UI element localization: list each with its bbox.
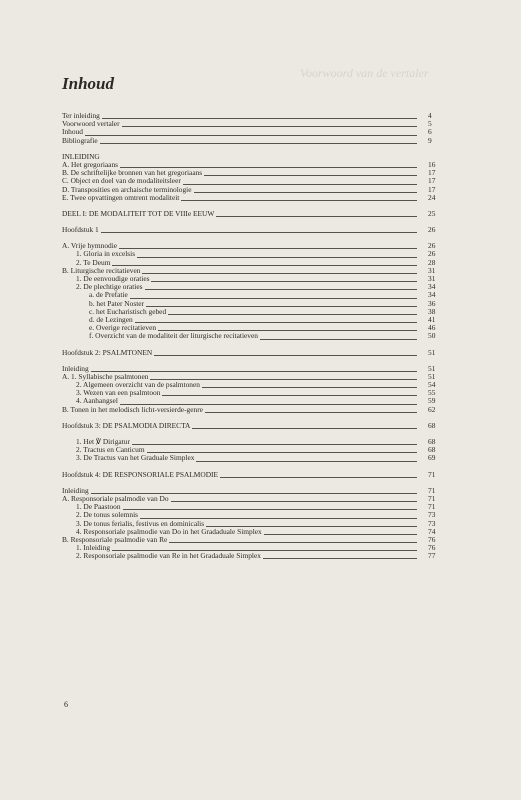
toc-entry — [62, 422, 442, 430]
toc-entry-title: 1. Inleiding — [76, 543, 111, 553]
toc-entry-page: 17 — [428, 176, 436, 186]
toc-entry-page: 76 — [428, 543, 436, 553]
toc-leader-rule — [62, 232, 417, 233]
toc-gap — [62, 357, 442, 365]
toc-entry-title: B. Responsoriale psalmodie van Re — [62, 534, 168, 544]
toc-entry-page: 31 — [428, 274, 436, 283]
toc-entry-page: 68 — [428, 437, 436, 446]
toc-entry-title: A. Het gregoriaans — [62, 159, 119, 169]
toc-entry-title: c. het Eucharistisch gebed — [89, 306, 167, 316]
toc-entry-page: 28 — [428, 257, 436, 267]
toc-entry-page: 51 — [428, 371, 436, 381]
toc-entry-page: 68 — [428, 420, 436, 430]
toc-entry-title: C. Object en doel van de modaliteitsleer — [62, 176, 181, 186]
toc-entry-title: Inhoud — [62, 127, 83, 137]
toc-entry-page: 6 — [428, 127, 432, 137]
toc-entry — [62, 454, 442, 462]
toc-entry-page: 77 — [428, 551, 436, 561]
toc-entry — [62, 332, 442, 340]
toc-entry-page: 34 — [428, 282, 436, 292]
table-of-contents — [62, 112, 442, 560]
toc-entry-title: 4. Aanhangsel — [76, 396, 118, 406]
bleed-through-heading: Voorwoord van de vertaler — [300, 66, 429, 80]
toc-entry-page: 46 — [428, 323, 436, 333]
toc-entry — [62, 349, 442, 357]
toc-entry-title: 1. De Paastoon — [76, 502, 121, 512]
toc-entry-title: 2. De plechtige oraties — [76, 282, 143, 292]
toc-entry — [62, 536, 442, 544]
toc-entry-page: 54 — [428, 380, 436, 390]
toc-entry-title: A. Vrije hymnodie — [62, 241, 118, 251]
page-title: Inhoud — [62, 74, 114, 93]
toc-entry-page: 5 — [428, 119, 432, 129]
toc-entry-page: 24 — [428, 192, 436, 202]
toc-entry — [62, 389, 442, 397]
toc-entry — [62, 153, 442, 161]
toc-entry-page: 68 — [428, 445, 436, 455]
toc-entry — [62, 406, 442, 414]
toc-entry — [62, 194, 442, 202]
toc-entry — [62, 471, 442, 479]
toc-gap — [62, 145, 442, 153]
toc-entry-title: 1. Gloria in excelsis — [76, 249, 136, 259]
toc-entry-title: 1. De eenvoudige oraties — [76, 274, 150, 283]
toc-gap — [62, 479, 442, 487]
toc-entry-title: 3. De tonus ferialis, festivus en dominicalis — [76, 518, 205, 528]
toc-entry — [62, 120, 442, 128]
toc-entry-title: B. Tonen in het melodisch licht-versierde-genre — [62, 404, 203, 414]
toc-entry-page: 71 — [428, 469, 436, 479]
toc-entry-title: Inleiding — [62, 485, 89, 495]
toc-entry-title: 2. Te Deum — [76, 257, 111, 267]
toc-entry-title: 2. De tonus solemnis — [76, 510, 138, 520]
toc-entry-page: 4 — [428, 111, 432, 120]
toc-entry-title: 3. Wezen van een psalmtoon — [76, 388, 161, 398]
page-number: 6 — [64, 700, 68, 709]
toc-entry-page: 71 — [428, 502, 436, 512]
toc-entry — [62, 210, 442, 218]
toc-entry-title: INLEIDING — [62, 151, 100, 161]
toc-entry-page: 41 — [428, 314, 436, 324]
toc-entry-page: 69 — [428, 453, 436, 463]
toc-entry-page: 51 — [428, 347, 436, 357]
toc-entry-page: 62 — [428, 404, 436, 414]
toc-entry — [62, 226, 442, 234]
toc-entry-page: 76 — [428, 534, 436, 544]
toc-entry-page: 50 — [428, 331, 436, 341]
toc-entry-title: Bibliografie — [62, 135, 98, 145]
toc-entry-title: d. de Lezingen — [89, 314, 133, 324]
toc-entry-page: 26 — [428, 241, 436, 251]
toc-entry-page: 51 — [428, 363, 436, 373]
toc-entry-page: 31 — [428, 265, 436, 275]
toc-entry-page: 34 — [428, 290, 436, 300]
toc-entry-title: Voorwoord vertaler — [62, 119, 120, 129]
toc-entry-page: 25 — [428, 208, 436, 218]
toc-entry-title: 2. Responsoriale psalmodie van Re in het Gradaduale Simplex — [76, 551, 261, 561]
toc-entry-page: 73 — [428, 518, 436, 528]
toc-entry-title: D. Transposities en archaische terminologie — [62, 184, 192, 194]
toc-entry-title: 2. Algemeen overzicht van de psalmtonen — [76, 380, 200, 390]
toc-entry-title: Hoofdstuk 1 — [62, 225, 99, 235]
toc-entry-page: 17 — [428, 168, 436, 178]
toc-entry-title: DEEL I: DE MODALITEIT TOT DE VIIIe EEUW — [62, 208, 215, 218]
toc-entry-title: B. Liturgische recitatieven — [62, 265, 141, 275]
toc-entry-title: 3. De Tractus van het Graduale Simplex — [76, 453, 195, 463]
toc-entry-page: 36 — [428, 298, 436, 308]
toc-entry — [62, 128, 442, 136]
toc-entry — [62, 552, 442, 560]
toc-entry-title: Inleiding — [62, 363, 89, 373]
toc-entry-title: E. Twee opvattingen omtrent modaliteit — [62, 192, 180, 202]
toc-entry-page: 26 — [428, 249, 436, 259]
toc-entry-title: b. het Pater Noster — [89, 298, 145, 308]
toc-entry-title: 4. Responsoriale psalmodie van Do in het Gradaduale Simplex — [76, 526, 262, 536]
toc-entry-title: A. Responsoriale psalmodie van Do — [62, 493, 169, 503]
toc-entry-page: 17 — [428, 184, 436, 194]
toc-entry-page: 74 — [428, 526, 436, 536]
toc-entry-title: B. De schriftelijke bronnen van het gregoriaans — [62, 168, 203, 178]
toc-gap — [62, 218, 442, 226]
toc-entry-page: 55 — [428, 388, 436, 398]
toc-entry — [62, 250, 442, 258]
toc-leader-rule — [62, 135, 417, 136]
toc-entry-page: 73 — [428, 510, 436, 520]
toc-entry-page: 9 — [428, 135, 432, 145]
toc-entry-title: Hoofdstuk 3: DE PSALMODIA DIRECTA — [62, 420, 191, 430]
toc-entry-title: Ter inleiding — [62, 111, 100, 120]
toc-entry-title: f. Overzicht van de modaliteit der liturgische recitatieven — [89, 331, 258, 341]
toc-entry-title: a. de Prefatie — [89, 290, 128, 300]
toc-entry-title: e. Overige recitatieven — [89, 323, 157, 333]
toc-entry-title: Hoofdstuk 2: PSALMTONEN — [62, 347, 153, 357]
toc-entry — [62, 137, 442, 145]
toc-entry-title: Hoofdstuk 4: DE RESPONSORIALE PSALMODIE — [62, 469, 219, 479]
toc-entry-page: 71 — [428, 485, 436, 495]
toc-entry-title: 1. Het ℣ Dirigatur — [76, 437, 130, 446]
toc-entry-page: 38 — [428, 306, 436, 316]
toc-entry-page: 16 — [428, 159, 436, 169]
toc-entry-page: 59 — [428, 396, 436, 406]
toc-entry-title: 2. Tractus en Canticum — [76, 445, 145, 455]
toc-leader-rule — [62, 143, 417, 144]
toc-entry-title: A. 1. Syllabische psalmtonen — [62, 371, 149, 381]
toc-entry-page: 71 — [428, 493, 436, 503]
toc-gap — [62, 234, 442, 242]
toc-entry-page: 26 — [428, 225, 436, 235]
